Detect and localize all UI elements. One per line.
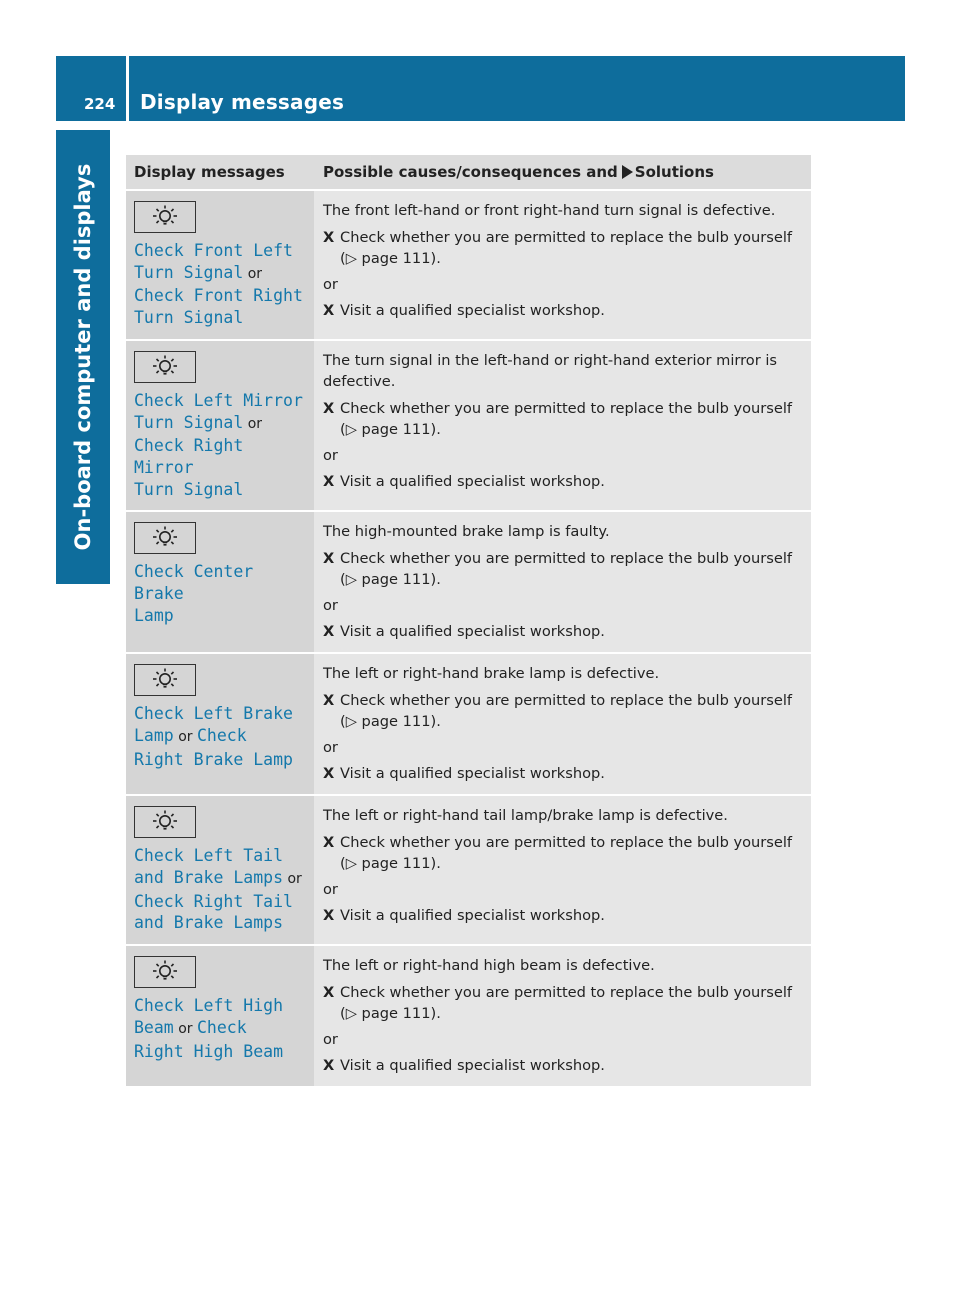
display-message-line: Turn Signal — [134, 308, 244, 328]
display-message-line: Check Left Mirror — [134, 390, 303, 410]
step-marker-icon: X — [323, 692, 335, 710]
display-message-text — [134, 240, 306, 329]
page-header-bar — [56, 56, 905, 121]
step-marker-icon: X — [323, 907, 335, 925]
display-message-text — [134, 845, 306, 934]
display-message-line: Beam or Check — [134, 1017, 247, 1037]
step-marker-icon: X — [323, 550, 335, 568]
display-message-line: Right High Beam — [134, 1041, 284, 1061]
display-message-line: Lamp or Check — [134, 726, 247, 746]
display-message-line: Check Left Brake — [134, 704, 293, 724]
cause-text: The left or right-hand brake lamp is defective. — [323, 665, 660, 683]
page-reference[interactable]: (▷ page 111). — [340, 420, 441, 438]
step-marker-icon: X — [323, 1057, 335, 1075]
bulb-warning-icon — [134, 201, 196, 233]
solution-step: X Check whether you are permitted to replace the bulb yourself (▷ page 111). — [323, 550, 793, 589]
solution-step: X Visit a qualified specialist workshop. — [323, 1057, 605, 1075]
table-row — [126, 945, 811, 1086]
step-marker-icon: X — [323, 472, 335, 490]
display-message-line: Check Front Right — [134, 286, 303, 306]
solution-step: X Check whether you are permitted to replace the bulb yourself (▷ page 111). — [323, 399, 793, 438]
page-reference[interactable]: (▷ page 111). — [340, 250, 441, 267]
cause-text: The left or right-hand high beam is defective. — [323, 957, 655, 975]
display-message-line: Turn Signal or — [134, 412, 263, 432]
step-marker-icon: X — [323, 399, 335, 417]
solution-cell — [314, 190, 811, 340]
display-message-text — [134, 703, 306, 770]
solution-step: X Visit a qualified specialist workshop. — [323, 907, 605, 925]
solution-step: X Visit a qualified specialist workshop. — [323, 623, 605, 641]
step-marker-icon: X — [323, 834, 335, 852]
display-message-text — [134, 561, 306, 626]
step-marker-icon: X — [323, 765, 335, 783]
play-arrow-icon — [622, 165, 633, 179]
or-text: or — [323, 446, 338, 464]
bulb-warning-icon — [134, 522, 196, 554]
solution-step: X Check whether you are permitted to replace the bulb yourself (▷ page 111). — [323, 692, 793, 731]
or-text: or — [323, 1031, 338, 1049]
table-row — [126, 795, 811, 945]
table-row — [126, 653, 811, 795]
chapter-side-tab — [56, 130, 110, 584]
bulb-warning-icon — [134, 806, 196, 838]
page-reference[interactable]: (▷ page 111). — [340, 713, 441, 731]
display-message-cell — [126, 190, 314, 340]
display-message-line: Lamp — [134, 605, 174, 625]
or-text: or — [323, 739, 338, 757]
solution-cell — [314, 511, 811, 653]
display-message-line: Check Left Tail — [134, 846, 284, 866]
table-row — [126, 511, 811, 653]
display-message-line: Check Front Left — [134, 241, 293, 260]
display-message-line: Turn Signal — [134, 479, 244, 499]
display-message-cell — [126, 945, 314, 1086]
display-message-text — [134, 995, 306, 1062]
step-marker-icon: X — [323, 984, 335, 1002]
step-marker-icon: X — [323, 623, 335, 641]
display-message-line: Check Right Mirror — [134, 436, 244, 477]
or-text: or — [323, 881, 338, 899]
or-text: or — [323, 276, 338, 293]
display-message-cell — [126, 795, 314, 945]
bulb-warning-icon — [134, 956, 196, 988]
solution-cell — [314, 795, 811, 945]
page-number: 224 — [84, 95, 116, 113]
table-row — [126, 340, 811, 512]
display-message-line: Turn Signal or — [134, 262, 263, 282]
step-marker-icon: X — [323, 302, 335, 319]
solution-cell — [314, 340, 811, 512]
display-message-line: Check Left High — [134, 996, 284, 1016]
display-message-line: Check Right Tail — [134, 891, 293, 911]
display-message-text — [134, 390, 306, 501]
header-divider — [126, 56, 129, 121]
cause-text: The high-mounted brake lamp is faulty. — [323, 523, 610, 541]
page-reference[interactable]: (▷ page 111). — [340, 1005, 441, 1023]
bulb-warning-icon — [134, 351, 196, 383]
display-message-line: Check Center Brake — [134, 562, 254, 604]
page-reference[interactable]: (▷ page 111). — [340, 571, 441, 589]
chapter-label: On-board computer and displays — [71, 163, 95, 551]
page-reference[interactable]: (▷ page 111). — [340, 855, 441, 873]
solution-step: X Visit a qualified specialist workshop. — [323, 472, 605, 490]
cause-text: The turn signal in the left-hand or right-hand exterior mirror is defective. — [323, 351, 778, 390]
solution-cell — [314, 945, 811, 1086]
bulb-warning-icon — [134, 664, 196, 696]
solution-step: X Visit a qualified specialist workshop. — [323, 765, 605, 783]
cause-text: The left or right-hand tail lamp/brake lamp is defective. — [323, 807, 728, 825]
solution-step: X Check whether you are permitted to replace the bulb yourself (▷ page 111). — [323, 834, 793, 873]
section-title: Display messages — [140, 90, 345, 114]
or-text: or — [323, 597, 338, 615]
step-marker-icon: X — [323, 229, 335, 246]
table-row — [126, 190, 811, 340]
column-header-display-messages: Display messages — [126, 155, 314, 190]
display-message-cell — [126, 653, 314, 795]
display-message-cell — [126, 511, 314, 653]
solution-cell — [314, 653, 811, 795]
solution-step: X Check whether you are permitted to replace the bulb yourself (▷ page 111). — [323, 984, 793, 1023]
display-message-line: Right Brake Lamp — [134, 749, 293, 769]
column-header-solutions: Possible causes/consequences and Solutions — [314, 155, 811, 190]
display-messages-table — [126, 155, 811, 1086]
solution-step: X Visit a qualified specialist workshop. — [323, 302, 605, 319]
solution-step: X Check whether you are permitted to replace the bulb yourself (▷ page 111). — [323, 229, 793, 267]
table-header-row — [126, 155, 811, 190]
display-message-cell — [126, 340, 314, 512]
cause-text: The front left-hand or front right-hand turn signal is defective. — [323, 202, 776, 219]
display-message-line: and Brake Lamps — [134, 913, 284, 933]
display-message-line: and Brake Lamps or — [134, 868, 302, 888]
